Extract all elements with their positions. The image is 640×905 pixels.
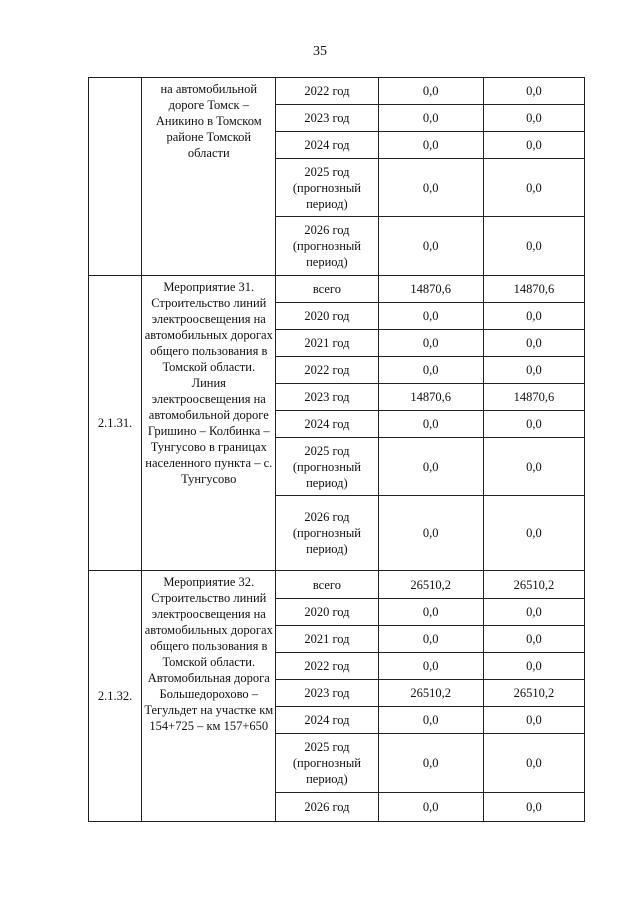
budget-cell: 0,0: [483, 159, 584, 217]
total-cell: 14870,6: [378, 276, 483, 303]
budget-cell: 0,0: [483, 734, 584, 793]
period-cell: 2025 год (прогнозный период): [276, 438, 378, 496]
budget-cell: 0,0: [483, 653, 584, 680]
period-cell: 2021 год: [276, 330, 378, 357]
total-cell: 26510,2: [378, 571, 483, 599]
period-cell: 2025 год (прогнозный период): [276, 159, 378, 217]
total-cell: 0,0: [378, 105, 483, 132]
total-cell: 0,0: [378, 734, 483, 793]
item-number: [89, 78, 142, 276]
total-cell: 0,0: [378, 707, 483, 734]
table-row: [89, 276, 585, 303]
period-cell: 2021 год: [276, 626, 378, 653]
budget-table: [88, 77, 585, 822]
total-cell: 0,0: [378, 793, 483, 822]
item-number: 2.1.32.: [89, 571, 142, 822]
budget-cell: 0,0: [483, 217, 584, 276]
budget-cell: 0,0: [483, 330, 584, 357]
budget-cell: 0,0: [483, 303, 584, 330]
period-cell: всего: [276, 276, 378, 303]
budget-cell: 0,0: [483, 496, 584, 571]
period-cell: 2024 год: [276, 132, 378, 159]
period-cell: 2026 год: [276, 793, 378, 822]
budget-cell: 0,0: [483, 793, 584, 822]
period-cell: 2025 год (прогнозный период): [276, 734, 378, 793]
table-row: [89, 78, 585, 105]
total-cell: 0,0: [378, 438, 483, 496]
total-cell: 14870,6: [378, 384, 483, 411]
total-cell: 0,0: [378, 357, 483, 384]
item-description: на автомобильной дороге Томск – Аникино в Томском районе Томской области: [142, 78, 276, 276]
budget-cell: 0,0: [483, 132, 584, 159]
total-cell: 0,0: [378, 159, 483, 217]
total-cell: 0,0: [378, 132, 483, 159]
total-cell: 0,0: [378, 496, 483, 571]
period-cell: 2020 год: [276, 599, 378, 626]
page-number: 35: [313, 44, 327, 59]
budget-cell: 14870,6: [483, 384, 584, 411]
period-cell: 2023 год: [276, 105, 378, 132]
total-cell: 0,0: [378, 303, 483, 330]
budget-cell: 0,0: [483, 357, 584, 384]
total-cell: 0,0: [378, 626, 483, 653]
period-cell: 2020 год: [276, 303, 378, 330]
total-cell: 0,0: [378, 330, 483, 357]
period-cell: 2023 год: [276, 384, 378, 411]
period-cell: 2022 год: [276, 653, 378, 680]
total-cell: 0,0: [378, 217, 483, 276]
period-cell: 2023 год: [276, 680, 378, 707]
budget-cell: 26510,2: [483, 571, 584, 599]
item-description: Мероприятие 32. Строительство линий электроосвещения на автомобильных дорогах общего пользования в Томской области. Автомобильная дорога Большедорохово – Тегульдет на участке км 154+725 – км 157+650: [142, 571, 276, 822]
period-cell: 2024 год: [276, 411, 378, 438]
total-cell: 0,0: [378, 599, 483, 626]
period-cell: всего: [276, 571, 378, 599]
total-cell: 0,0: [378, 653, 483, 680]
period-cell: 2026 год (прогнозный период): [276, 496, 378, 571]
budget-cell: 0,0: [483, 707, 584, 734]
item-description: Мероприятие 31. Строительство линий электроосвещения на автомобильных дорогах общего пользования в Томской области. Линия электроосвещения на автомобильной дороге Гришино – Колбинка – Тунгусово в границах населенного пункта – с. Тунгусово: [142, 276, 276, 571]
budget-cell: 14870,6: [483, 276, 584, 303]
period-cell: 2024 год: [276, 707, 378, 734]
total-cell: 26510,2: [378, 680, 483, 707]
period-cell: 2022 год: [276, 357, 378, 384]
budget-cell: 0,0: [483, 78, 584, 105]
budget-cell: 0,0: [483, 105, 584, 132]
total-cell: 0,0: [378, 411, 483, 438]
budget-cell: 0,0: [483, 438, 584, 496]
period-cell: 2026 год (прогнозный период): [276, 217, 378, 276]
table-row: [89, 571, 585, 599]
item-number: 2.1.31.: [89, 276, 142, 571]
budget-cell: 0,0: [483, 599, 584, 626]
budget-cell: 26510,2: [483, 680, 584, 707]
budget-cell: 0,0: [483, 626, 584, 653]
budget-cell: 0,0: [483, 411, 584, 438]
total-cell: 0,0: [378, 78, 483, 105]
period-cell: 2022 год: [276, 78, 378, 105]
